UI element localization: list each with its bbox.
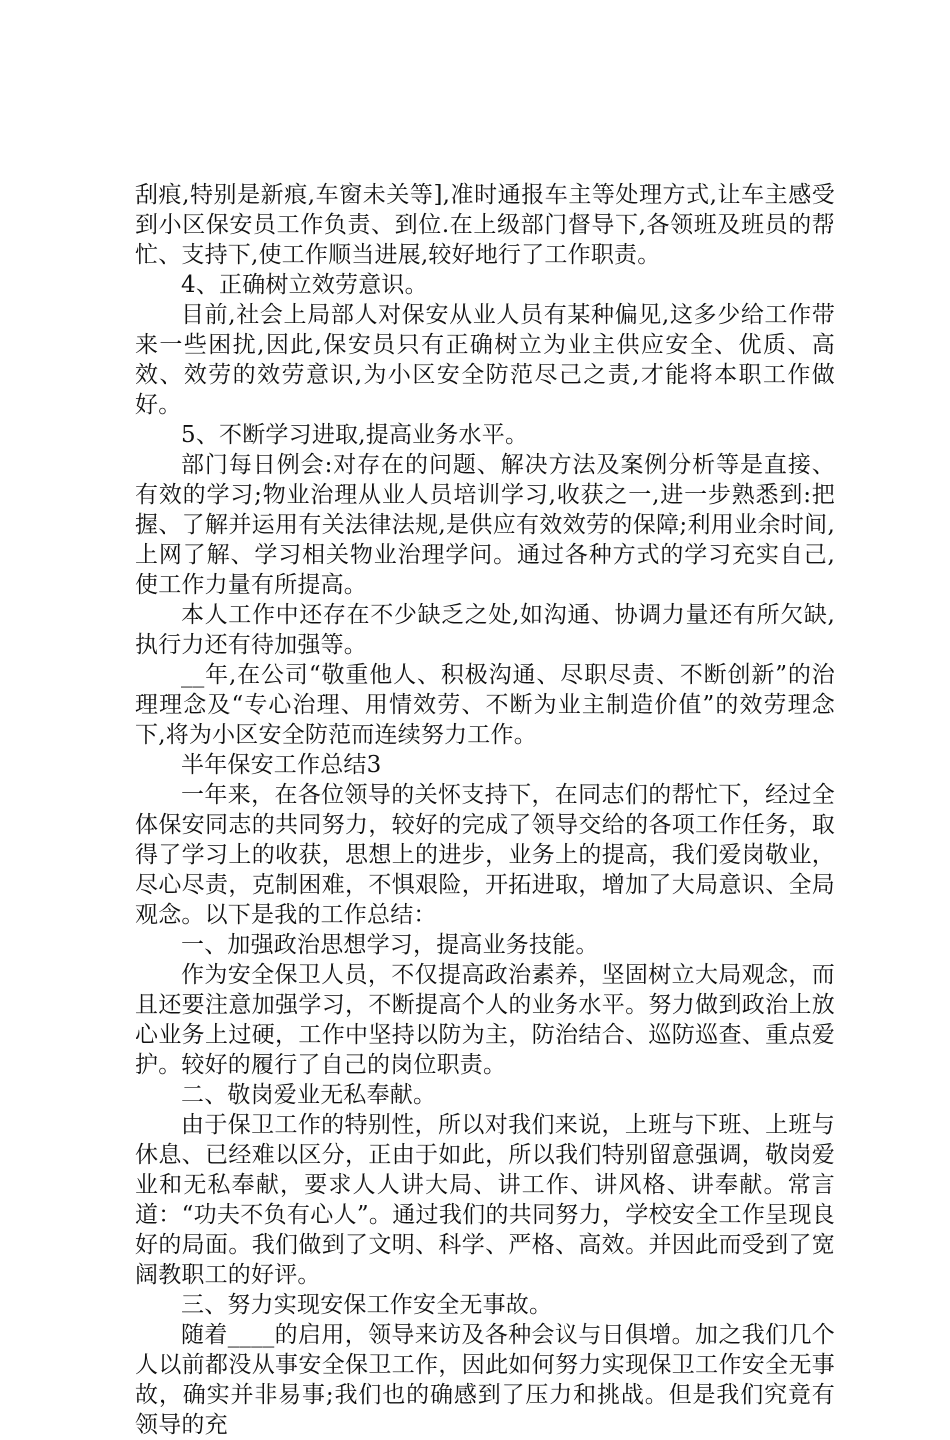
paragraph: 本人工作中还存在不少缺乏之处,如沟通、协调力量还有所欠缺,执行力还有待加强等。 [135,602,835,658]
paragraph: __年,在公司“敬重他人、积极沟通、尽职尽责、不断创新”的治理理念及“专心治理、用情效劳、不断为业主制造价值”的效劳理念下,将为小区安全防范而连续努力工作。 [135,662,835,748]
paragraph: 一年来，在各位领导的关怀支持下，在同志们的帮忙下，经过全体保安同志的共同努力，较好的完成了领导交给的各项工作任务，取得了学习上的收获，思想上的进步，业务上的提高，我们爱岗敬业，尽心尽责，克制困难，不惧艰险，开拓进取，增加了大局意识、全局观念。以下是我的工作总结： [135,782,835,928]
paragraph: 刮痕,特别是新痕,车窗未关等],准时通报车主等处理方式,让车主感受到小区保安员工作负责、到位.在上级部门督导下,各领班及班员的帮忙、支持下,使工作顺当进展,较好地行了工作职责。 [135,182,835,268]
paragraph: 二、敬岗爱业无私奉献。 [181,1082,437,1108]
paragraph: 作为安全保卫人员，不仅提高政治素养，坚固树立大局观念，而且还要注意加强学习，不断提高个人的业务水平。努力做到政治上放心业务上过硬，工作中坚持以防为主，防治结合、巡防巡查、重点爱护。较好的履行了自己的岗位职责。 [135,962,835,1078]
paragraph: 5、不断学习进取,提高业务水平。 [181,422,529,448]
paragraph: 由于保卫工作的特别性，所以对我们来说，上班与下班、上班与休息、已经难以区分，正由于如此，所以我们特别留意强调，敬岗爱业和无私奉献，要求人人讲大局、讲工作、讲风格、讲奉献。常言道：“功夫不负有心人”。通过我们的共同努力，学校安全工作呈现良好的局面。我们做到了文明、科学、严格、高效。并因此而受到了宽阔教职工的好评。 [135,1112,835,1288]
paragraph: 一、加强政治思想学习，提高业务技能。 [181,932,599,958]
paragraph: 半年保安工作总结3 [181,752,382,778]
paragraph: 三、努力实现安保工作安全无事故。 [181,1292,553,1318]
paragraph: 目前,社会上局部人对保安从业人员有某种偏见,这多少给工作带来一些困扰,因此,保安员只有正确树立为业主供应安全、优质、高效、效劳的效劳意识,为小区安全防范尽己之责,才能将本职工作做好。 [135,302,835,418]
paragraph: 4、正确树立效劳意识。 [181,272,428,298]
paragraph: 部门每日例会:对存在的问题、解决方法及案例分析等是直接、有效的学习;物业治理从业人员培训学习,收获之一,进一步熟悉到:把握、了解并运用有关法律法规,是供应有效效劳的保障;利用业余时间,上网了解、学习相关物业治理学问。通过各种方式的学习充实自己,使工作力量有所提高。 [135,452,835,598]
document-body [135,180,835,1440]
paragraph: 随着____的启用，领导来访及各种会议与日俱增。加之我们几个人以前都没从事安全保卫工作，因此如何努力实现保卫工作安全无事故，确实并非易事;我们也的确感到了压力和挑战。但是我们究竟有领导的充 [135,1322,835,1438]
